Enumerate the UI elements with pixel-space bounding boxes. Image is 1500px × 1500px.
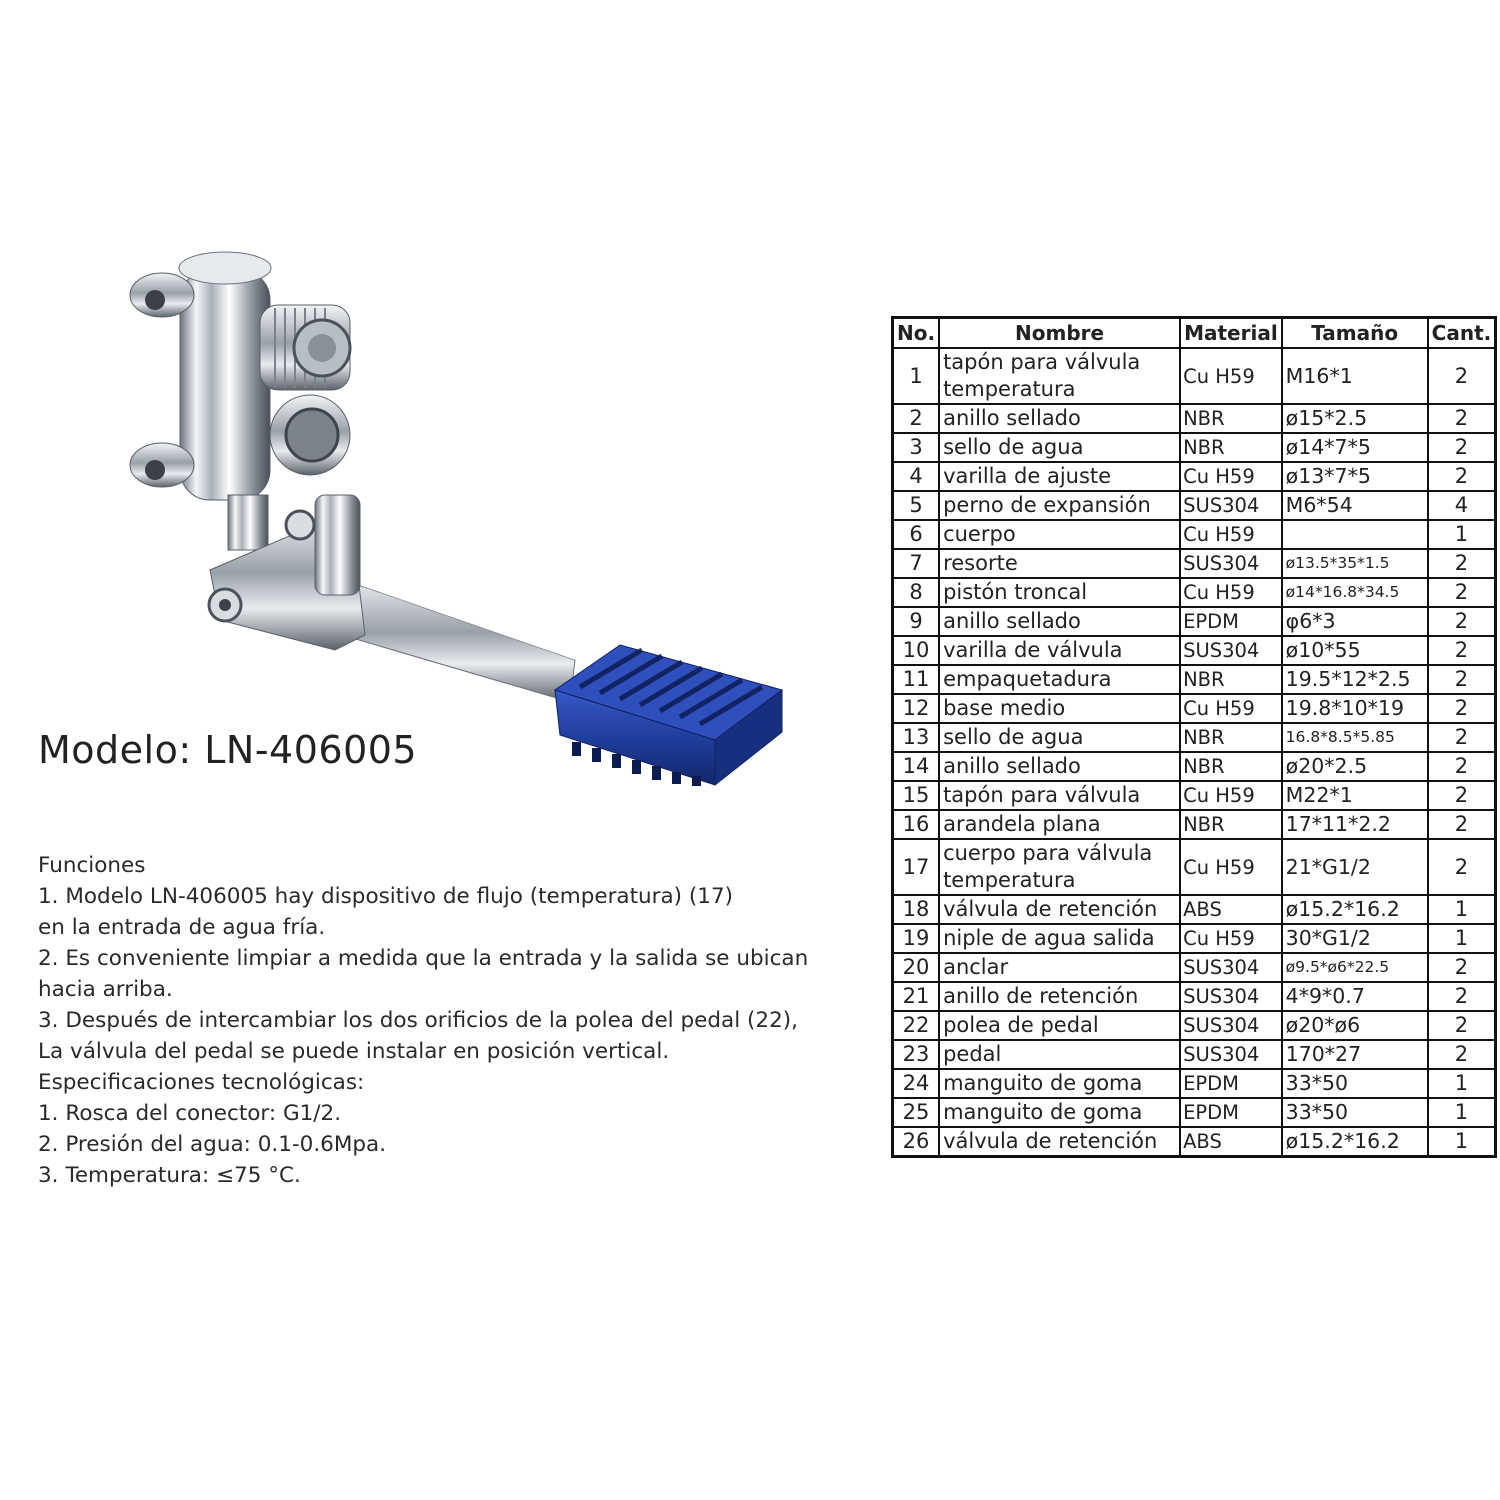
part-material: Cu H59 xyxy=(1180,924,1282,953)
part-size: ø20*2.5 xyxy=(1282,752,1428,781)
part-quantity: 2 xyxy=(1428,636,1496,665)
function-line: en la entrada de agua fría. xyxy=(38,915,326,940)
part-quantity: 2 xyxy=(1428,694,1496,723)
part-material: EPDM xyxy=(1180,1069,1282,1098)
table-row xyxy=(893,1127,1496,1157)
part-number: 3 xyxy=(893,433,940,462)
foot-pedal-valve-image xyxy=(100,240,820,800)
part-material: ABS xyxy=(1180,1127,1282,1157)
part-material: SUS304 xyxy=(1180,1040,1282,1069)
part-size: 33*50 xyxy=(1282,1069,1428,1098)
part-quantity: 2 xyxy=(1428,607,1496,636)
part-material: ABS xyxy=(1180,895,1282,924)
part-size: M16*1 xyxy=(1282,348,1428,404)
part-size: ø14*7*5 xyxy=(1282,433,1428,462)
table-row xyxy=(893,839,1496,895)
pedal-pad xyxy=(555,645,782,786)
specs-heading: Especificaciones tecnológicas: xyxy=(38,1070,365,1095)
part-material: SUS304 xyxy=(1180,953,1282,982)
part-name: varilla de válvula xyxy=(939,636,1180,665)
spec-line: 1. Rosca del conector: G1/2. xyxy=(38,1101,342,1126)
part-size: M6*54 xyxy=(1282,491,1428,520)
header-size: Tamaño xyxy=(1282,318,1428,349)
part-quantity: 2 xyxy=(1428,348,1496,404)
table-row xyxy=(893,549,1496,578)
part-name: niple de agua salida xyxy=(939,924,1180,953)
part-size: ø15.2*16.2 xyxy=(1282,1127,1428,1157)
part-number: 26 xyxy=(893,1127,940,1157)
table-row xyxy=(893,1011,1496,1040)
part-quantity: 2 xyxy=(1428,810,1496,839)
table-row xyxy=(893,1069,1496,1098)
part-number: 12 xyxy=(893,694,940,723)
part-quantity: 2 xyxy=(1428,752,1496,781)
table-row xyxy=(893,924,1496,953)
part-size: 30*G1/2 xyxy=(1282,924,1428,953)
part-name: perno de expansión xyxy=(939,491,1180,520)
part-name: pistón troncal xyxy=(939,578,1180,607)
valve-body xyxy=(130,252,365,650)
table-row xyxy=(893,636,1496,665)
part-number: 10 xyxy=(893,636,940,665)
part-number: 6 xyxy=(893,520,940,549)
part-name: arandela plana xyxy=(939,810,1180,839)
part-size xyxy=(1282,520,1428,549)
part-material: SUS304 xyxy=(1180,636,1282,665)
part-number: 13 xyxy=(893,723,940,752)
part-name: tapón para válvula temperatura xyxy=(939,348,1180,404)
part-quantity: 1 xyxy=(1428,895,1496,924)
header-qty: Cant. xyxy=(1428,318,1496,349)
table-row xyxy=(893,578,1496,607)
part-name: anillo de retención xyxy=(939,982,1180,1011)
part-quantity: 1 xyxy=(1428,1069,1496,1098)
part-number: 8 xyxy=(893,578,940,607)
part-quantity: 2 xyxy=(1428,839,1496,895)
table-row xyxy=(893,895,1496,924)
part-material: Cu H59 xyxy=(1180,839,1282,895)
part-name: anclar xyxy=(939,953,1180,982)
part-quantity: 2 xyxy=(1428,433,1496,462)
functions-text xyxy=(38,850,858,1191)
part-material: SUS304 xyxy=(1180,1011,1282,1040)
part-quantity: 2 xyxy=(1428,953,1496,982)
part-material: SUS304 xyxy=(1180,549,1282,578)
table-row xyxy=(893,953,1496,982)
part-size: φ6*3 xyxy=(1282,607,1428,636)
part-size: M22*1 xyxy=(1282,781,1428,810)
part-quantity: 2 xyxy=(1428,1040,1496,1069)
table-header-row xyxy=(893,318,1496,349)
part-name: manguito de goma xyxy=(939,1069,1180,1098)
part-name: válvula de retención xyxy=(939,895,1180,924)
part-name: anillo sellado xyxy=(939,404,1180,433)
part-name: manguito de goma xyxy=(939,1098,1180,1127)
part-size: 21*G1/2 xyxy=(1282,839,1428,895)
part-material: Cu H59 xyxy=(1180,781,1282,810)
part-quantity: 2 xyxy=(1428,549,1496,578)
part-size: 19.5*12*2.5 xyxy=(1282,665,1428,694)
part-material: Cu H59 xyxy=(1180,520,1282,549)
table-row xyxy=(893,781,1496,810)
part-number: 19 xyxy=(893,924,940,953)
part-quantity: 2 xyxy=(1428,578,1496,607)
part-size: ø20*ø6 xyxy=(1282,1011,1428,1040)
part-number: 21 xyxy=(893,982,940,1011)
table-row xyxy=(893,694,1496,723)
part-quantity: 2 xyxy=(1428,665,1496,694)
part-quantity: 1 xyxy=(1428,520,1496,549)
part-number: 14 xyxy=(893,752,940,781)
part-number: 11 xyxy=(893,665,940,694)
part-name: tapón para válvula xyxy=(939,781,1180,810)
table-row xyxy=(893,348,1496,404)
part-number: 4 xyxy=(893,462,940,491)
part-name: anillo sellado xyxy=(939,752,1180,781)
function-line: La válvula del pedal se puede instalar en posición vertical. xyxy=(38,1039,670,1064)
function-line: 1. Modelo LN-406005 hay dispositivo de flujo (temperatura) (17) xyxy=(38,884,734,909)
part-material: NBR xyxy=(1180,810,1282,839)
header-material: Material xyxy=(1180,318,1282,349)
part-material: Cu H59 xyxy=(1180,462,1282,491)
table-row xyxy=(893,1098,1496,1127)
functions-heading: Funciones xyxy=(38,853,146,878)
header-name: Nombre xyxy=(939,318,1180,349)
part-material: Cu H59 xyxy=(1180,578,1282,607)
parts-table xyxy=(891,316,1497,1158)
part-number: 20 xyxy=(893,953,940,982)
part-quantity: 1 xyxy=(1428,924,1496,953)
part-number: 5 xyxy=(893,491,940,520)
part-size: ø14*16.8*34.5 xyxy=(1282,578,1428,607)
table-row xyxy=(893,982,1496,1011)
part-number: 2 xyxy=(893,404,940,433)
table-row xyxy=(893,433,1496,462)
part-size: ø13*7*5 xyxy=(1282,462,1428,491)
part-quantity: 2 xyxy=(1428,723,1496,752)
part-number: 1 xyxy=(893,348,940,404)
part-material: NBR xyxy=(1180,665,1282,694)
part-size: 33*50 xyxy=(1282,1098,1428,1127)
part-quantity: 1 xyxy=(1428,1127,1496,1157)
part-number: 16 xyxy=(893,810,940,839)
part-quantity: 4 xyxy=(1428,491,1496,520)
part-number: 25 xyxy=(893,1098,940,1127)
part-quantity: 2 xyxy=(1428,982,1496,1011)
part-name: sello de agua xyxy=(939,723,1180,752)
table-row xyxy=(893,665,1496,694)
part-name: válvula de retención xyxy=(939,1127,1180,1157)
part-name: pedal xyxy=(939,1040,1180,1069)
header-no: No. xyxy=(893,318,940,349)
table-row xyxy=(893,1040,1496,1069)
table-row xyxy=(893,520,1496,549)
part-material: SUS304 xyxy=(1180,491,1282,520)
part-material: SUS304 xyxy=(1180,982,1282,1011)
part-quantity: 2 xyxy=(1428,404,1496,433)
part-material: Cu H59 xyxy=(1180,348,1282,404)
part-number: 9 xyxy=(893,607,940,636)
table-row xyxy=(893,462,1496,491)
part-size: 16.8*8.5*5.85 xyxy=(1282,723,1428,752)
part-number: 23 xyxy=(893,1040,940,1069)
part-material: NBR xyxy=(1180,433,1282,462)
part-name: base medio xyxy=(939,694,1180,723)
part-material: Cu H59 xyxy=(1180,694,1282,723)
part-name: polea de pedal xyxy=(939,1011,1180,1040)
part-quantity: 2 xyxy=(1428,781,1496,810)
part-material: EPDM xyxy=(1180,607,1282,636)
table-row xyxy=(893,752,1496,781)
spec-line: 3. Temperatura: ≤75 °C. xyxy=(38,1163,301,1188)
part-number: 7 xyxy=(893,549,940,578)
part-size: 19.8*10*19 xyxy=(1282,694,1428,723)
function-line: 2. Es conveniente limpiar a medida que la entrada y la salida se ubican xyxy=(38,946,809,971)
part-size: ø15*2.5 xyxy=(1282,404,1428,433)
part-size: 4*9*0.7 xyxy=(1282,982,1428,1011)
part-name: cuerpo xyxy=(939,520,1180,549)
part-material: NBR xyxy=(1180,404,1282,433)
part-number: 18 xyxy=(893,895,940,924)
model-label: Modelo: LN-406005 xyxy=(38,728,418,772)
part-material: NBR xyxy=(1180,752,1282,781)
part-size: ø9.5*ø6*22.5 xyxy=(1282,953,1428,982)
part-name: anillo sellado xyxy=(939,607,1180,636)
part-quantity: 2 xyxy=(1428,462,1496,491)
part-name: resorte xyxy=(939,549,1180,578)
part-size: ø13.5*35*1.5 xyxy=(1282,549,1428,578)
part-name: cuerpo para válvula temperatura xyxy=(939,839,1180,895)
spec-line: 2. Presión del agua: 0.1-0.6Mpa. xyxy=(38,1132,387,1157)
part-name: empaquetadura xyxy=(939,665,1180,694)
part-size: ø15.2*16.2 xyxy=(1282,895,1428,924)
parts-table-body xyxy=(893,348,1496,1157)
function-line: hacia arriba. xyxy=(38,977,173,1002)
table-row xyxy=(893,404,1496,433)
table-row xyxy=(893,810,1496,839)
part-material: EPDM xyxy=(1180,1098,1282,1127)
part-number: 15 xyxy=(893,781,940,810)
part-quantity: 1 xyxy=(1428,1098,1496,1127)
table-row xyxy=(893,723,1496,752)
part-size: 17*11*2.2 xyxy=(1282,810,1428,839)
part-name: varilla de ajuste xyxy=(939,462,1180,491)
function-line: 3. Después de intercambiar los dos orificios de la polea del pedal (22), xyxy=(38,1008,798,1033)
part-number: 17 xyxy=(893,839,940,895)
part-size: ø10*55 xyxy=(1282,636,1428,665)
part-number: 22 xyxy=(893,1011,940,1040)
part-size: 170*27 xyxy=(1282,1040,1428,1069)
part-number: 24 xyxy=(893,1069,940,1098)
part-name: sello de agua xyxy=(939,433,1180,462)
table-row xyxy=(893,607,1496,636)
table-row xyxy=(893,491,1496,520)
part-material: NBR xyxy=(1180,723,1282,752)
part-quantity: 2 xyxy=(1428,1011,1496,1040)
